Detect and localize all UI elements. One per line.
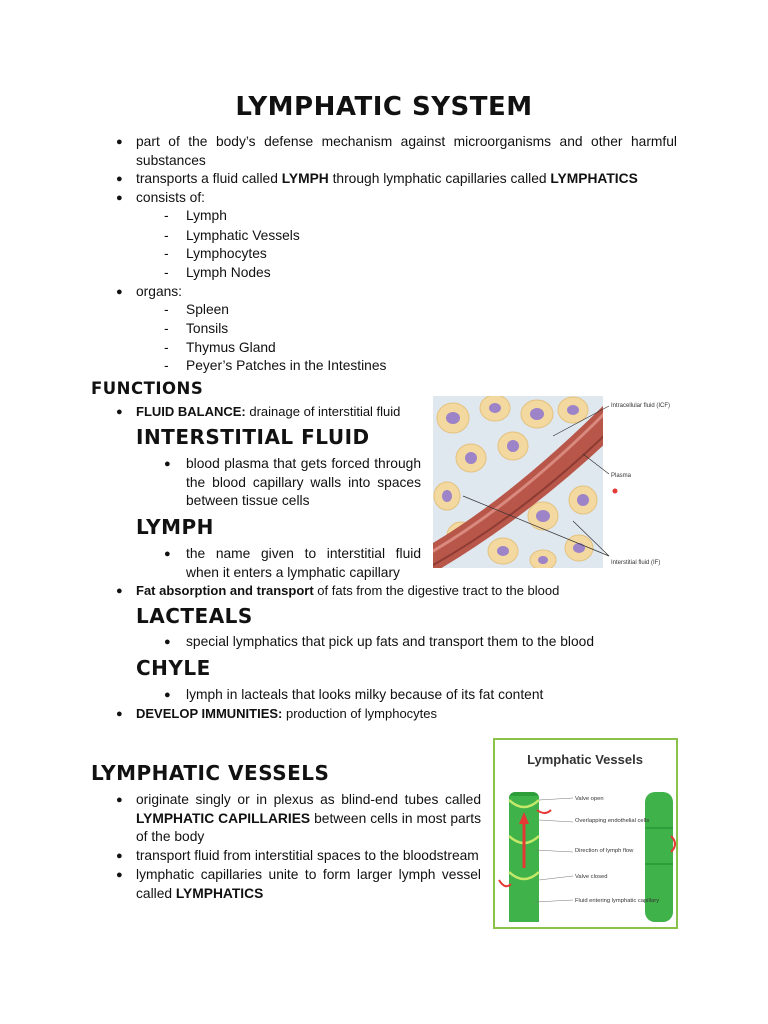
dash: -	[164, 265, 169, 280]
organ-item: Tonsils	[186, 321, 229, 336]
bullet-dot: ●	[116, 794, 123, 806]
dash: -	[164, 246, 169, 261]
organ-item: Spleen	[186, 302, 229, 317]
figure-title: Lymphatic Vessels	[527, 752, 643, 767]
function-immunities: DEVELOP IMMUNITIES: production of lymphocytes	[136, 706, 438, 721]
label-panel	[603, 396, 679, 568]
consists-item: Lymph Nodes	[186, 265, 271, 280]
dash: -	[164, 358, 169, 373]
lacteals-heading: LACTEALS	[136, 604, 253, 628]
interstitial-fluid-figure	[433, 396, 679, 568]
interstitial-diagram	[433, 396, 679, 568]
lacteals-text: special lymphatics that pick up fats and transport them to the blood	[186, 634, 594, 649]
interstitial-text: blood plasma that gets forced through the blood capillary walls into spaces between tissue cells	[186, 456, 421, 508]
plasma-dot	[613, 489, 618, 494]
intro-bullet-3: consists of:	[136, 190, 206, 205]
chyle-heading: CHYLE	[136, 656, 211, 680]
vessels-bullet-2: transport fluid from interstitial spaces to the bloodstream	[136, 848, 479, 863]
organ-item: Thymus Gland	[186, 340, 276, 355]
bullet-dot: ●	[116, 869, 123, 881]
dash: -	[164, 228, 169, 243]
intro-bullet-2: transports a fluid called LYMPH through lymphatic capillaries called LYMPHATICS	[136, 171, 638, 186]
vessels-bullet-1: originate singly or in plexus as blind-end tubes called LYMPHATIC CAPILLARIES between cells in most parts of the body	[136, 792, 481, 844]
chyle-text: lymph in lacteals that looks milky because of its fat content	[186, 687, 544, 702]
bullet-dot: ●	[116, 173, 123, 185]
label-if: Interstitial fluid (IF)	[611, 560, 661, 566]
bullet-dot: ●	[116, 585, 123, 597]
lymph-text: the name given to interstitial fluid when it enters a lymphatic capillary	[186, 546, 421, 580]
bullet-dot: ●	[116, 192, 123, 204]
lymphatic-vessels-diagram	[495, 740, 676, 927]
bullet-dot: ●	[116, 850, 123, 862]
functions-heading: FUNCTIONS	[91, 379, 204, 398]
vessels-heading: LYMPHATIC VESSELS	[91, 761, 330, 785]
bullet-dot: ●	[164, 458, 171, 470]
bullet-dot: ●	[164, 548, 171, 560]
page-title: LYMPHATIC SYSTEM	[235, 92, 533, 122]
consists-item: Lymphatic Vessels	[186, 228, 300, 243]
bullet-dot: ●	[116, 708, 123, 720]
function-fat-absorption: Fat absorption and transport of fats from the digestive tract to the blood	[136, 583, 560, 598]
bullet-dot: ●	[116, 136, 123, 148]
dash: -	[164, 340, 169, 355]
dash: -	[164, 321, 169, 336]
consists-item: Lymph	[186, 208, 227, 223]
vessels-bullet-3: lymphatic capillaries unite to form larger lymph vessel called LYMPHATICS	[136, 867, 481, 901]
label-fluid-entering: Fluid entering lymphatic capillary	[575, 898, 660, 904]
interstitial-heading: INTERSTITIAL FLUID	[136, 425, 370, 449]
leader-lines	[535, 798, 573, 902]
consists-item: Lymphocytes	[186, 246, 267, 261]
label-valve-open: Valve open	[575, 796, 604, 802]
label-overlapping-cells: Overlapping endothelial cells	[575, 818, 650, 824]
bullet-dot: ●	[164, 689, 171, 701]
left-vessel	[499, 792, 551, 922]
bullet-dot: ●	[116, 286, 123, 298]
function-fluid-balance: FLUID BALANCE: drainage of interstitial fluid	[136, 404, 401, 419]
bullet-dot: ●	[164, 636, 171, 648]
dash: -	[164, 208, 169, 223]
label-plasma: Plasma	[611, 473, 632, 479]
organ-item: Peyer’s Patches in the Intestines	[186, 358, 387, 373]
intro-bullet-1: part of the body’s defense mechanism against microorganisms and other harmful substances	[136, 134, 677, 168]
bullet-dot: ●	[116, 406, 123, 418]
label-icf: Intracellular fluid (ICF)	[611, 403, 671, 409]
lymph-heading: LYMPH	[136, 515, 214, 539]
lymphatic-vessels-figure	[493, 738, 678, 929]
label-direction: Direction of lymph flow	[575, 848, 634, 854]
dash: -	[164, 302, 169, 317]
intro-bullet-4: organs:	[136, 284, 183, 299]
label-valve-closed: Valve closed	[575, 874, 608, 880]
